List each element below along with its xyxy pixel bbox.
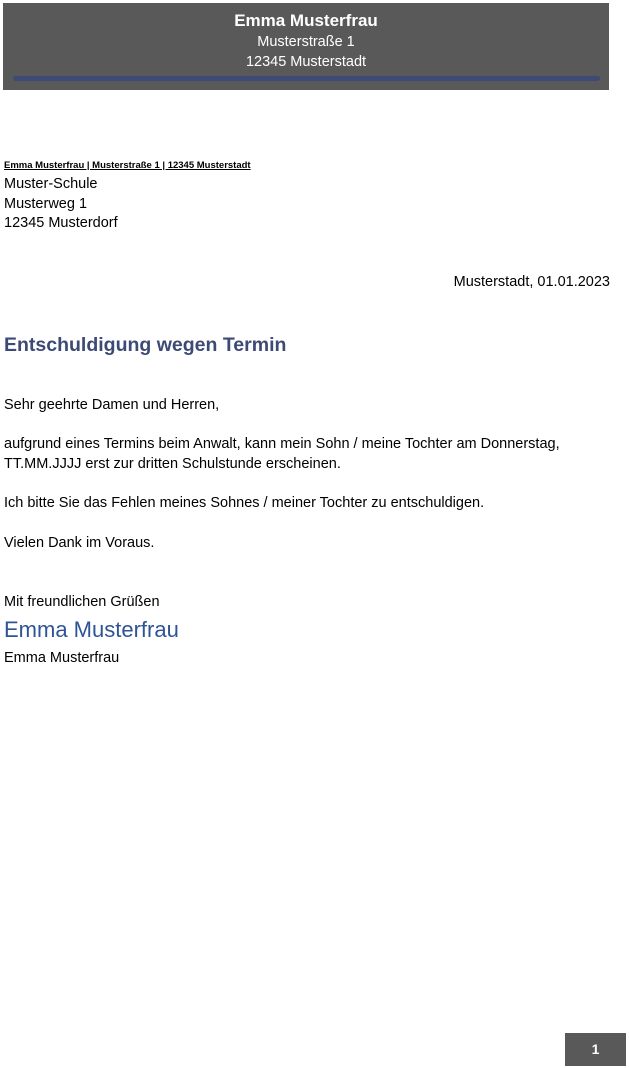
paragraph-1: aufgrund eines Termins beim Anwalt, kann mein Sohn / meine Tochter am Donnerstag, TT.MM.JJJJ erst zur dritten Schulstunde erscheinen. [4,436,560,472]
recipient-city: 12345 Musterdorf [4,215,118,231]
date-line: Musterstadt, 01.01.2023 [453,274,610,290]
recipient-address [4,175,118,234]
letterhead [3,3,609,90]
page-number: 1 [591,1041,600,1057]
closing: Mit freundlichen Grüßen [4,594,160,610]
sender-return-line: Emma Musterfrau | Musterstraße 1 | 12345 Musterstadt [4,160,251,171]
subject-heading: Entschuldigung wegen Termin [4,334,287,356]
letterhead-street: Musterstraße 1 [257,34,355,50]
letterhead-name: Emma Musterfrau [234,11,378,30]
recipient-name: Muster-Schule [4,176,98,192]
recipient-street: Musterweg 1 [4,195,88,212]
letterhead-rule [13,76,600,81]
letterhead-city: 12345 Musterstadt [245,54,367,70]
signature: Emma Musterfrau [4,617,179,642]
paragraph-2: Ich bitte Sie das Fehlen meines Sohnes / meiner Tochter zu entschuldigen. [4,495,485,511]
greeting: Sehr geehrte Damen und Herren, [4,397,220,413]
signer-name: Emma Musterfrau [4,650,120,666]
page-number-badge [565,1033,626,1066]
paragraph-3: Vielen Dank im Voraus. [4,535,155,551]
